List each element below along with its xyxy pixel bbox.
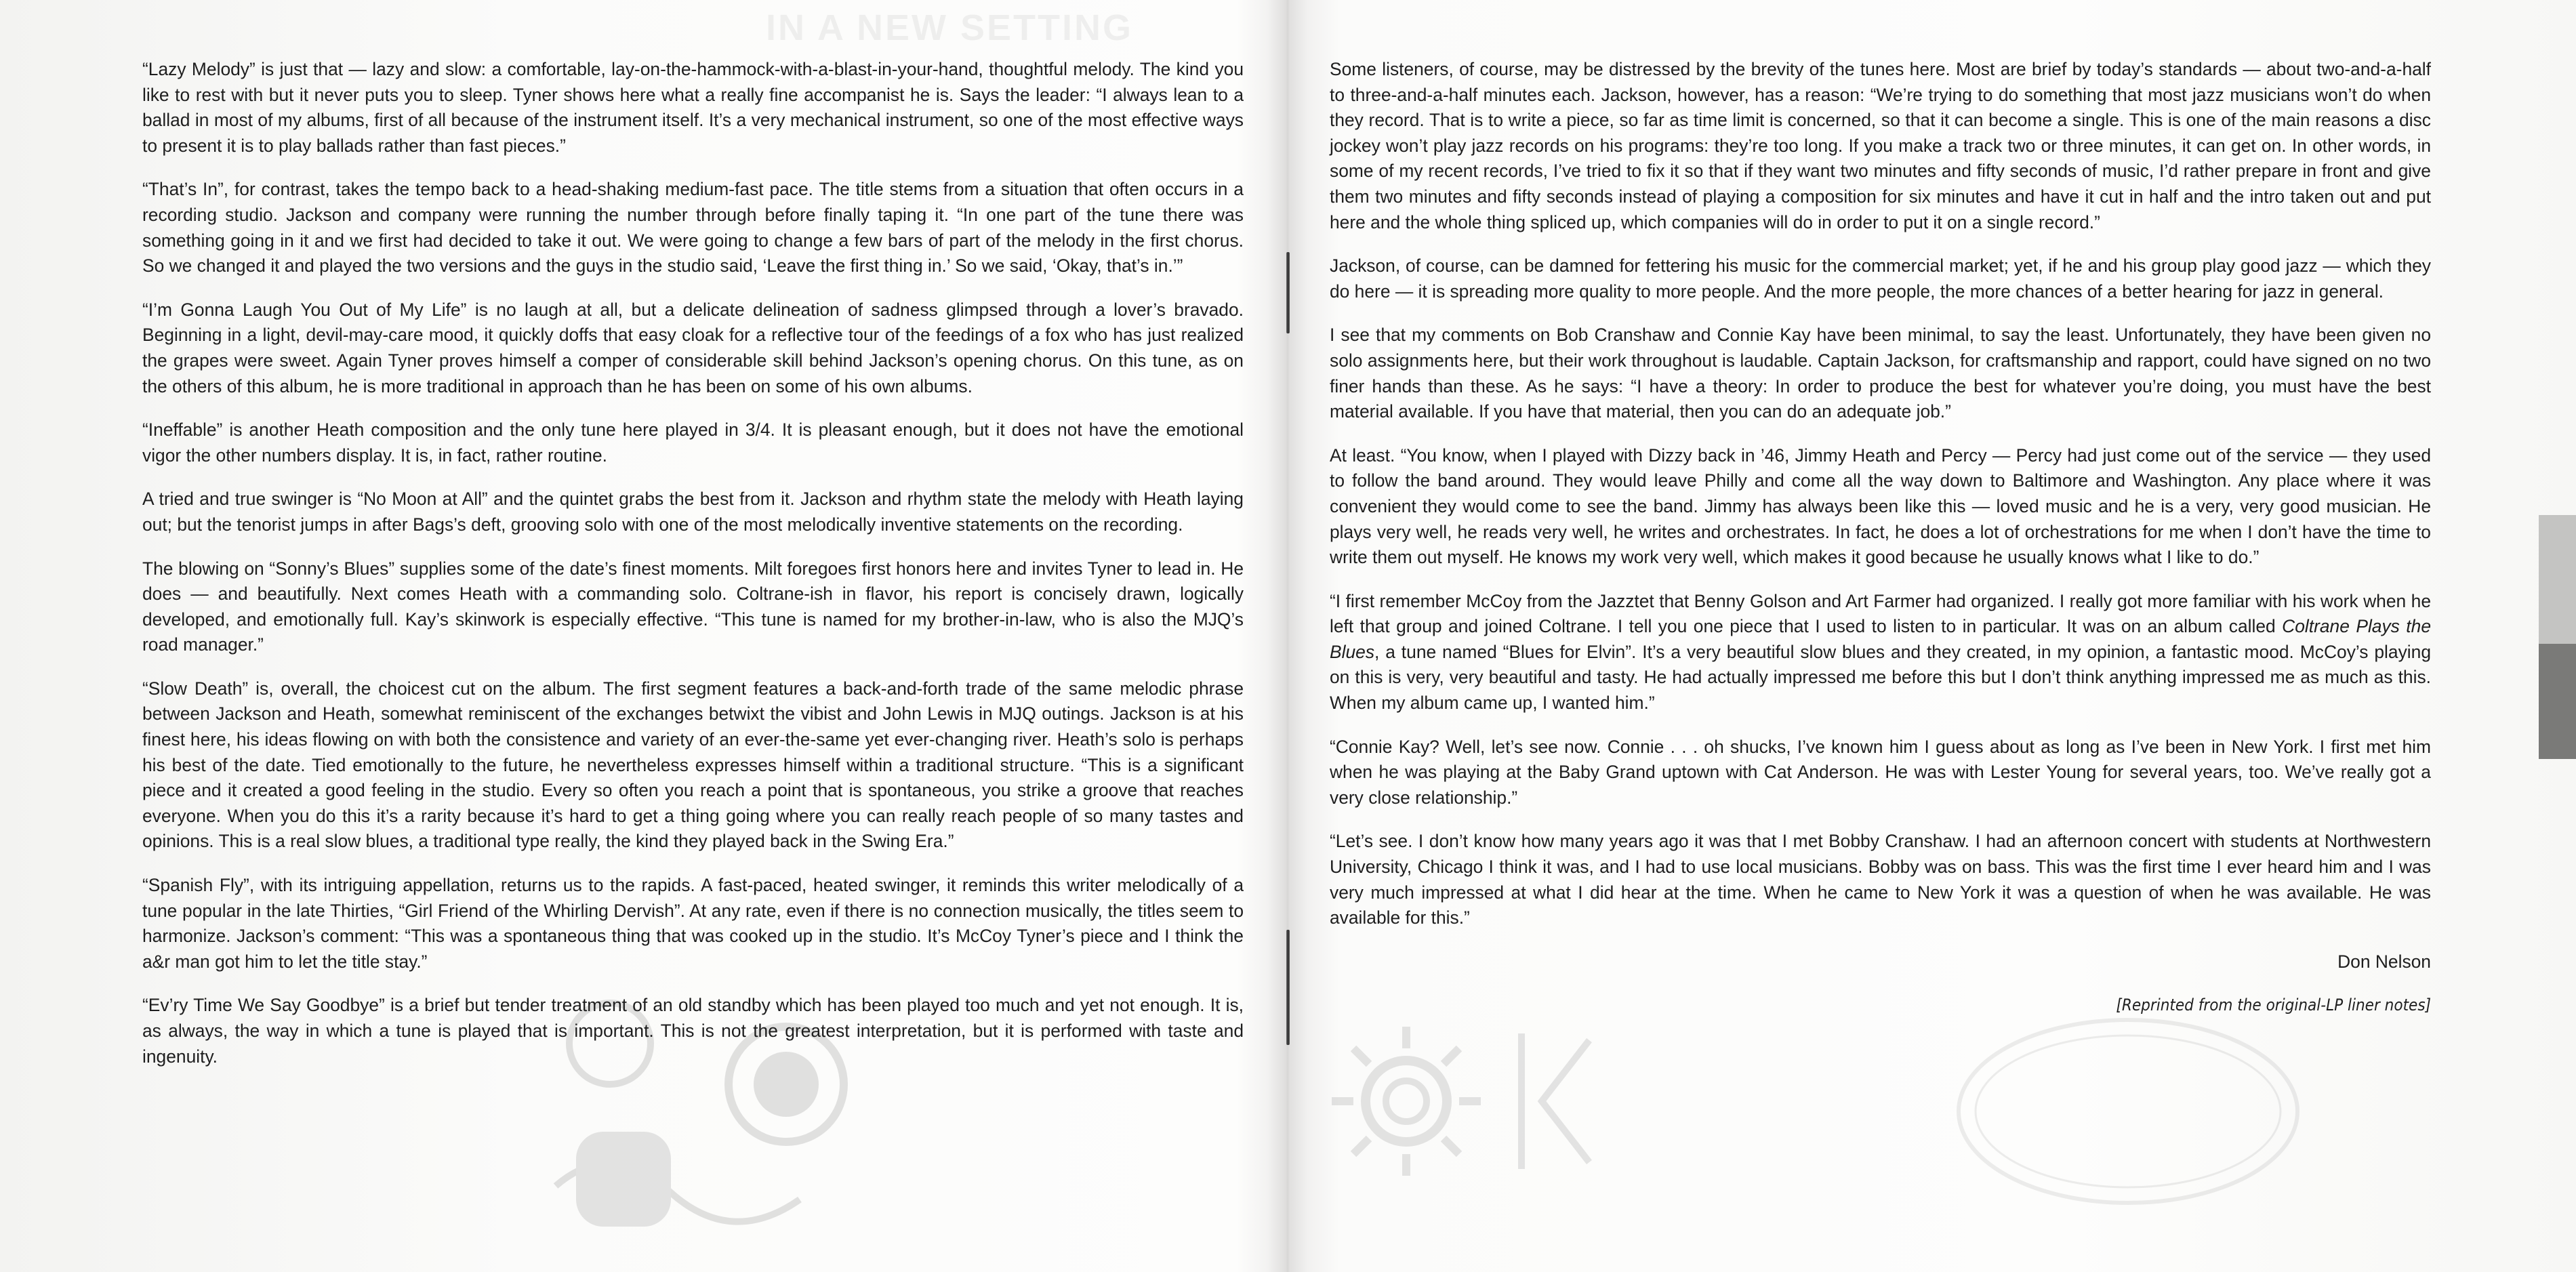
page-edge-tab-light: [2539, 515, 2576, 644]
mccoy-text-before: “I first remember McCoy from the Jazztet that Benny Golson and Art Farmer had organized. I really got more familiar with his work when he left that group and joined Coltrane. I tell you one piece that I used to listen to in particular. It was on an album called: [1330, 590, 2431, 637]
paragraph-dizzy-46: At least. “You know, when I played with Dizzy back in ’46, Jimmy Heath and Percy — Percy had just come out of the service — they used to follow the band around. They would leave Philly and come all the way down to Baltimore and Washington. Any place where it was convenient they would come to see the band. Jimmy has always been like this — loved music and he is a very, very good musician. He plays very well, he reads very well, he writes and orchestrates. In fact, he does a lot of orchestrations for me when I don’t have the time to write them out myself. He knows my work very well, which makes it good because he usually knows what I like to do.”: [1330, 445, 2431, 568]
album-title-coltrane-plays-the-blues: Coltrane Plays the Blues: [1330, 616, 2431, 662]
right-page-text: [1330, 57, 2431, 1037]
paragraph-laugh-you-out: “I’m Gonna Laugh You Out of My Life” is no laugh at all, but a delicate delineation of sadness glimpsed through a lover’s bravado. Beginning in a light, devil-may-care mood, it quickly doffs that easy cloak for a reflective tour of the feedings of a fox who has just realized the grapes were sweet. Again Tyner proves himself a comper of considerable skill behind Jackson’s opening chorus. On this tune, as on the others of this album, he is more traditional in approach than he has been on some of his own albums.: [142, 299, 1244, 396]
paragraph-thats-in: “That’s In”, for contrast, takes the tempo back to a head-shaking medium-fast pace. The title stems from a situation that often occurs in a recording studio. Jackson and company were running the number through before finally taping it. “In one part of the tune there was something going in it and we first had decided to take it out. We were going to change a few bars of part of the melody in the first chorus. So we changed it and played the two versions and the guys in the studio said, ‘Leave the first thing in.’ So we said, ‘Okay, that’s in.’”: [142, 179, 1244, 276]
paragraph-slow-death: “Slow Death” is, overall, the choicest cut on the album. The first segment features a back-and-forth trade of the same melodic phrase between Jackson and Heath, somewhat reminiscent of the exchanges betwixt the vibist and John Lewis in MJQ outings. Jackson is at his finest here, his ideas flowing on with both the consistence and variety of an ever-the-same yet ever-changing river. Heath’s solo is perhaps his best of the date. Tied emotionally to the future, he nevertheless expresses himself within a traditional structure. “This is a significant piece and it created a good feeling in the studio. Every so often you reach a point that is spontaneous, you strike a groove that reaches everyone. When you do this it’s a rarity because it’s hard to get a thing going where you can really reach people of so many tastes and opinions. This is a real slow blues, a traditional type really, the kind they played back in the Swing Era.”: [142, 678, 1244, 852]
paragraph-cranshaw-kay: I see that my comments on Bob Cranshaw and Connie Kay have been minimal, to say the least. Unfortunately, they have been given no solo assignments here, but their work throughout is laudable. Captain Jackson, for craftsmanship and rapport, could have signed on no two finer hands than these. As he says: “I have a theory: In order to produce the best for whatever you’re doing, you must have the best material available. If you have that material, then you can do an adequate job.”: [1330, 325, 2431, 422]
mccoy-text-after: , a tune named “Blues for Elvin”. It’s a very beautiful slow blues and they created, in my opinion, a fantastic mood. McCoy’s playing on this is very, very beautiful and tasty. He had actually impressed me before this but I don’t think anything impressed me as much as this. When my album came up, I wanted him.”: [1330, 641, 2431, 714]
paragraph-bobby-cranshaw: “Let’s see. I don’t know how many years ago it was that I met Bobby Cranshaw. I had an afternoon concert with students at Northwestern University, Chicago I think it was, and I had to use local musicians. Bobby was on bass. This was the first time I ever heard him and I was very much impressed at what I did hear at the time. When he came to New York it was a question of when he was available. He was available for this.”: [1330, 831, 2431, 928]
paragraph-mccoy: [1330, 589, 2431, 716]
center-fold-shadow: [1267, 0, 1308, 1272]
paragraph-no-moon-at-all: A tried and true swinger is “No Moon at All” and the quintet grabs the best from it. Jackson and rhythm state the melody with Heath laying out; but the tenorist jumps in after Bags’s deft, grooving solo with one of the most melodically inventive statements on the recording.: [142, 489, 1244, 535]
staple-top: [1286, 252, 1290, 333]
paragraph-sonnys-blues: The blowing on “Sonny’s Blues” supplies some of the date’s finest moments. Milt foregoes first honors here and invites Tyner to lead in. He does — and beautifully. Next comes Heath with a commanding solo. Coltrane-ish in flavor, his report is concisely drawn, logically developed, and emotionally full. Kay’s skinwork is especially effective. “This tune is named for my brother-in-law, who is also the MJQ’s road manager.”: [142, 558, 1244, 655]
paragraph-brevity: Some listeners, of course, may be distressed by the brevity of the tunes here. Most are brief by today’s standards — about two-and-a-half to three-and-a-half minutes each. Jackson, however, has a reason: “We’re trying to do something that most jazz musicians won’t do when they record. That is to write a piece, so far as time limit is concerned, so that it can become a single. This is one of the main reasons a disc jockey won’t play jazz records on his programs: they’re too long. If you make a track two or three minutes, it can get on. In other words, in some of my recent records, I’ve tried to fix it so that if they want two minutes and fifty seconds of music, I’d rather prepare in front and give them two minutes and fifty seconds instead of playing a composition for six minutes and have it cut in half and the intro taken out and put here and the whole thing spliced up, which companies will do in order to put it on a single record.”: [1330, 59, 2431, 232]
author-signature: Don Nelson: [2337, 951, 2431, 972]
staple-bottom: [1286, 930, 1290, 1045]
paragraph-connie-kay: “Connie Kay? Well, let’s see now. Connie . . . oh shucks, I’ve known him I guess about as long as I’ve been in New York. I first met him when he was playing at the Baby Grand uptown with Cat Anderson. He was with Lester Young for several years, too. We’ve really got a very close relationship.”: [1330, 736, 2431, 808]
paragraph-ineffable: “Ineffable” is another Heath composition and the only tune here played in 3/4. It is pleasant enough, but it does not have the emotional vigor the other numbers display. It is, in fact, rather routine.: [142, 419, 1244, 466]
reprint-credit: [Reprinted from the original-LP liner notes]: [2116, 996, 2431, 1015]
page-edge-tab-dark: [2539, 644, 2576, 759]
left-page-text: [142, 57, 1244, 1088]
paragraph-lazy-melody: “Lazy Melody” is just that — lazy and slow: a comfortable, lay-on-the-hammock-with-a-blast-in-your-hand, thoughtful melody. The kind you like to rest with but it never puts you to sleep. Tyner shows here what a really fine accompanist he is. Says the leader: “I always lean to a ballad in most of my albums, first of all because of the instrument itself. It’s a very mechanical instrument, so one of the most effective ways to present it is to play ballads rather than fast pieces.”: [142, 59, 1244, 156]
paragraph-evry-time: “Ev’ry Time We Say Goodbye” is a brief but tender treatment of an old standby which has been played too much and yet not enough. It is, as always, the way in which a tune is played that is important. This is not the greatest interpretation, but it is performed with taste and ingenuity.: [142, 995, 1244, 1067]
paragraph-spanish-fly: “Spanish Fly”, with its intriguing appellation, returns us to the rapids. A fast-paced, heated swinger, it reminds this writer melodically of a tune popular in the late Thirties, “Girl Friend of the Whirling Dervish”. At any rate, even if there is no connection musically, the titles seem to harmonize. Jackson’s comment: “This was a spontaneous thing that was cooked up in the studio. It’s McCoy Tyner’s piece and I think the a&r man got him to let the title stay.”: [142, 875, 1244, 972]
paragraph-commercial-market: Jackson, of course, can be damned for fettering his music for the commercial market; yet, if he and his group play good jazz — which they do here — it is spreading more quality to more people. And the more people, the more chances of a better hearing for jazz in general.: [1330, 255, 2431, 302]
